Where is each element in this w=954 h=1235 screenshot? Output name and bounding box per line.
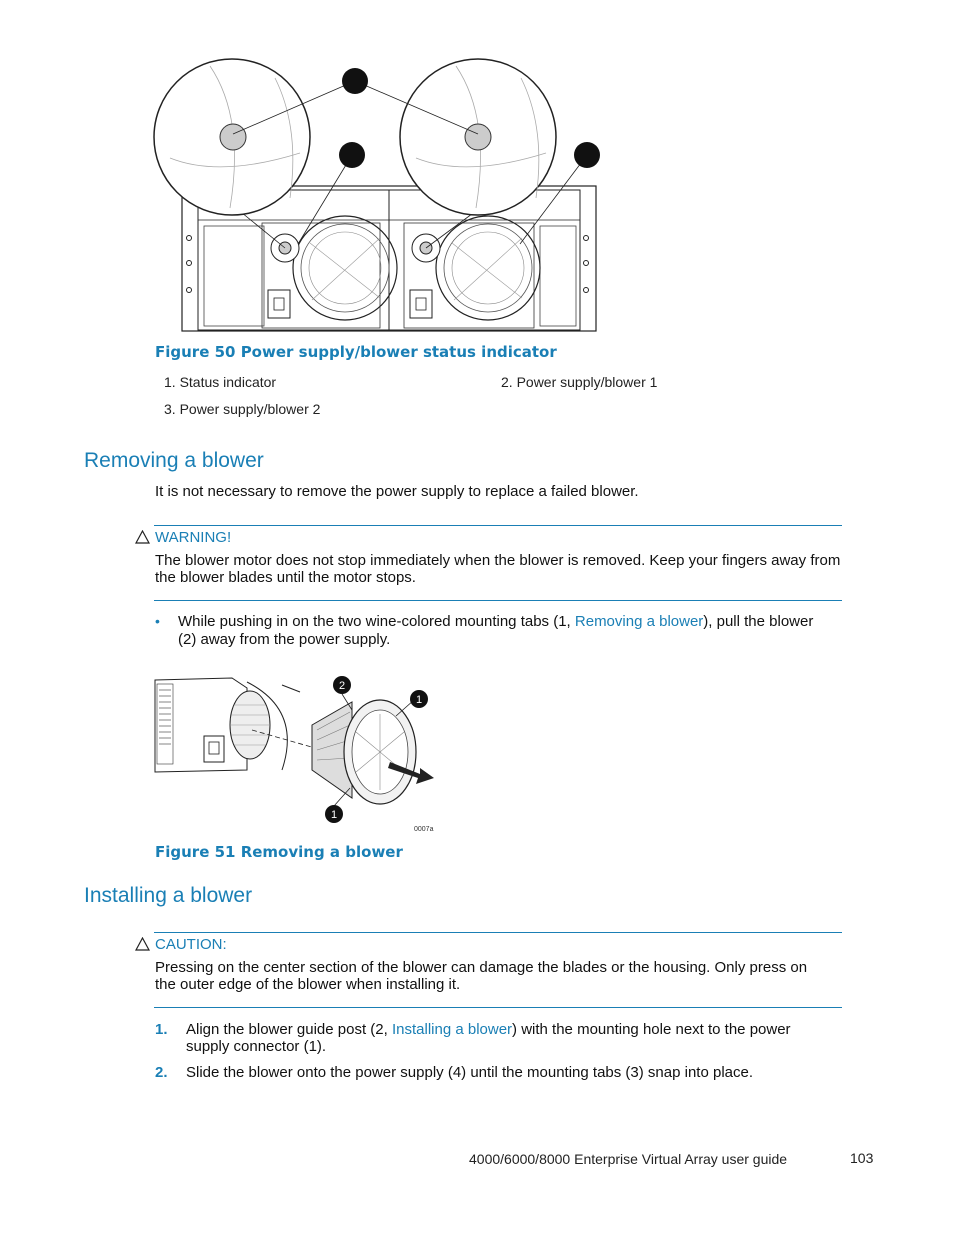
figure-51-illustration bbox=[152, 670, 442, 835]
section-heading-removing: Removing a blower bbox=[84, 449, 264, 472]
legend-item-1: 1. Status indicator bbox=[164, 374, 277, 390]
bullet-marker: • bbox=[155, 613, 160, 629]
legend-item-3: 3. Power supply/blower 2 bbox=[164, 401, 321, 417]
figure-51-caption: Figure 51 Removing a blower bbox=[155, 843, 403, 861]
warning-title: WARNING! bbox=[155, 529, 232, 546]
page-number: 103 bbox=[850, 1150, 874, 1166]
step-2-number: 2. bbox=[155, 1064, 168, 1081]
bullet-text-line-2: (2) away from the power supply. bbox=[178, 631, 391, 648]
step-1-text-line-1 bbox=[186, 1021, 791, 1039]
removing-blower-link[interactable]: Removing a blower bbox=[574, 613, 704, 630]
caution-bottom-rule bbox=[154, 1007, 842, 1008]
step-2-text: Slide the blower onto the power supply (4) until the mounting tabs (3) snap into place. bbox=[186, 1064, 753, 1081]
caution-text-line-2: the outer edge of the blower when installing it. bbox=[155, 976, 461, 993]
figure-50-caption: Figure 50 Power supply/blower status indicator bbox=[155, 343, 557, 361]
step-1-text-pre: Align the blower guide post (2, bbox=[186, 1021, 392, 1038]
figure-50-illustration bbox=[150, 58, 610, 336]
warning-top-rule bbox=[154, 525, 842, 526]
step-1-number: 1. bbox=[155, 1021, 168, 1038]
step-1-text-post: ) with the mounting hole next to the power bbox=[512, 1021, 791, 1038]
footer-title: 4000/6000/8000 Enterprise Virtual Array user guide bbox=[469, 1151, 788, 1167]
section-heading-installing: Installing a blower bbox=[84, 884, 253, 907]
warning-triangle-icon bbox=[135, 530, 150, 544]
warning-text-line-1: The blower motor does not stop immediately when the blower is removed. Keep your fingers away from bbox=[155, 552, 841, 569]
caution-triangle-icon bbox=[135, 937, 150, 951]
callout-1-top-label: 1 bbox=[415, 694, 423, 706]
installing-blower-link[interactable]: Installing a blower bbox=[391, 1021, 513, 1038]
bullet-text-line-1 bbox=[178, 613, 813, 631]
legend-item-2: 2. Power supply/blower 1 bbox=[501, 374, 658, 390]
step-1-text-line-2: supply connector (1). bbox=[186, 1038, 327, 1055]
warning-bottom-rule bbox=[154, 600, 842, 601]
bullet-text-post: ), pull the blower bbox=[703, 613, 814, 630]
bullet-text-pre: While pushing in on the two wine-colored mounting tabs (1, bbox=[178, 613, 575, 630]
warning-text-line-2: the blower blades until the motor stops. bbox=[155, 569, 416, 586]
art-code-label: 0007a bbox=[414, 826, 434, 833]
caution-top-rule bbox=[154, 932, 842, 933]
caution-text-line-1: Pressing on the center section of the blower can damage the blades or the housing. Only press on bbox=[155, 959, 808, 976]
caution-title: CAUTION: bbox=[155, 936, 227, 953]
callout-1-bottom-label: 1 bbox=[330, 809, 338, 821]
callout-2-label: 2 bbox=[338, 680, 346, 692]
removing-intro: It is not necessary to remove the power supply to replace a failed blower. bbox=[155, 483, 639, 500]
